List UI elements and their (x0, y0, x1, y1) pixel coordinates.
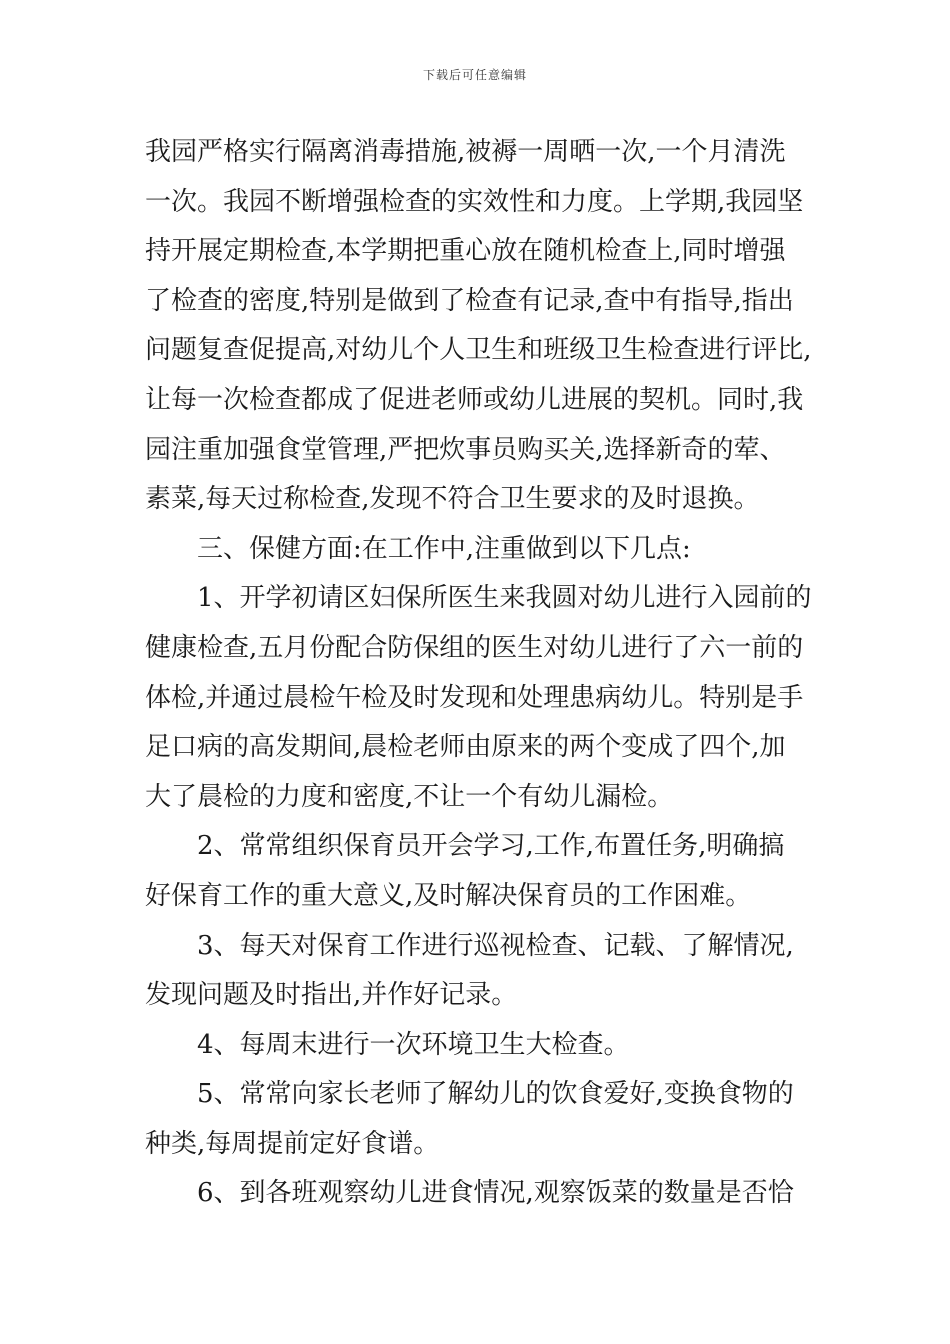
text-line: 让每一次检查都成了促进老师或幼儿进展的契机。同时,我 (145, 384, 804, 415)
text-line: 发现问题及时指出,并作好记录。 (145, 980, 518, 1011)
list-item-start: 4、每周末进行一次环境卫生大检查。 (197, 1029, 630, 1060)
text-line: 问题复查促提高,对幼儿个人卫生和班级卫生检查进行评比, (145, 335, 812, 366)
text-line: 园注重加强食堂管理,严把炊事员购买关,选择新奇的荤、 (145, 434, 786, 465)
text-line: 持开展定期检查,本学期把重心放在随机检查上,同时增强 (145, 236, 786, 267)
section-heading: 三、保健方面:在工作中,注重做到以下几点: (197, 533, 691, 564)
page-header-note: 下载后可任意编辑 (422, 68, 527, 82)
text-line: 我园严格实行隔离消毒措施,被褥一周晒一次,一个月清洗 (145, 137, 786, 167)
text-line: 了检查的密度,特别是做到了检查有记录,查中有指导,指出 (145, 285, 794, 316)
document-body (145, 128, 813, 1219)
text-line: 大了晨检的力度和密度,不让一个有幼儿漏检。 (145, 781, 674, 812)
list-item-start: 6、到各班观察幼儿进食情况,观察饭菜的数量是否恰 (197, 1178, 794, 1209)
text-line: 种类,每周提前定好食谱。 (145, 1128, 440, 1159)
list-item-start: 3、每天对保育工作进行巡视检查、记载、了解情况, (197, 930, 794, 961)
text-line: 一次。我园不断增强检查的实效性和力度。上学期,我园坚 (145, 186, 804, 217)
text-line: 好保育工作的重大意义,及时解决保育员的工作困难。 (145, 880, 752, 911)
list-item-start: 5、常常向家长老师了解幼儿的饮食爱好,变换食物的 (197, 1079, 794, 1110)
text-line: 素菜,每天过称检查,发现不符合卫生要求的及时退换。 (145, 484, 760, 515)
text-line: 体检,并通过晨检午检及时发现和处理患病幼儿。特别是手 (145, 682, 804, 713)
list-item-start: 2、常常组织保育员开会学习,工作,布置任务,明确搞 (197, 831, 785, 862)
list-item-start: 1、开学初请区妇保所医生来我圆对幼儿进行入园前的 (197, 583, 812, 614)
text-line: 足口病的高发期间,晨检老师由原来的两个变成了四个,加 (145, 732, 786, 763)
text-line: 健康检查,五月份配合防保组的医生对幼儿进行了六一前的 (145, 632, 804, 663)
